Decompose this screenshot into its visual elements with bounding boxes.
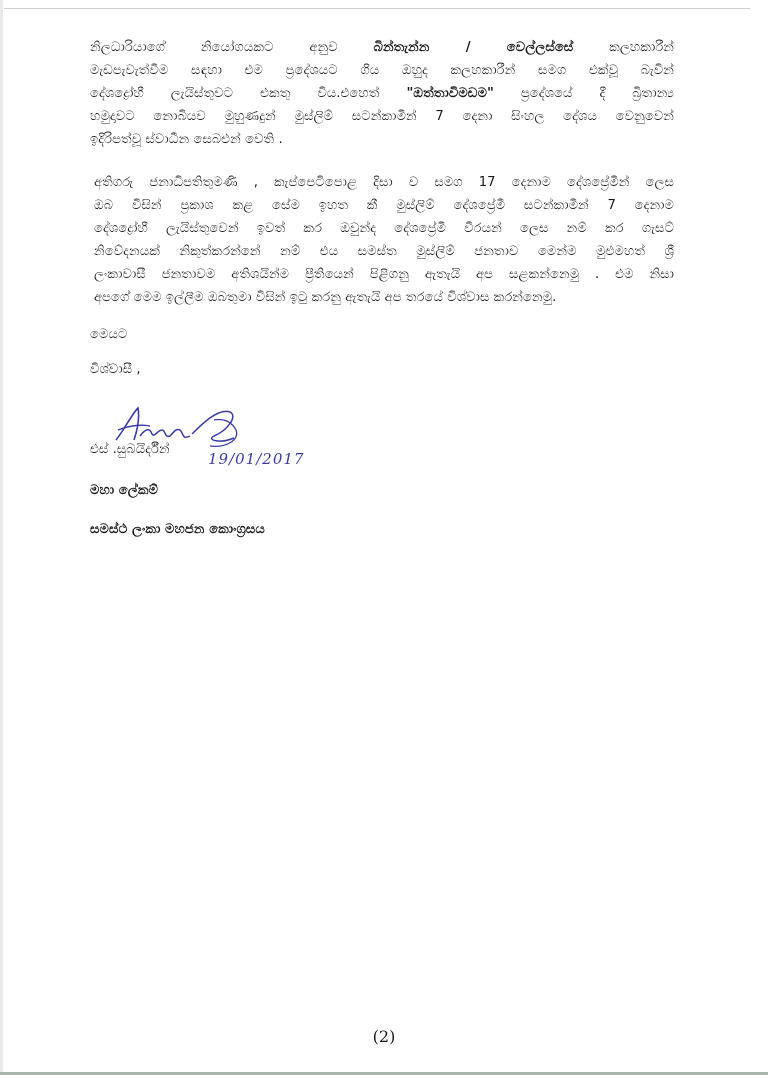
signatory-title: මහා ලේකම් [90,483,159,498]
paragraph-2-line-4: නිවේදනයක් නිකුත්කරන්නේ නම් එය සමස්ත මුස්ලිම් ජනතාව මෙන්ම මුළුමහත් ශ්‍රී [94,244,674,259]
paragraph-2-line-5: ලංකාවාසී ජනතාවම අතිශයින්ම ප්‍රීතියෙන් පිළිගනු ඇතැයි අප සළකන්නෙමු . එම නිසා [94,267,674,282]
closing-line-2: විශ්වාසී , [90,362,141,377]
paragraph-2-line-1: අතිගරු ජනාධිපතිතුමණි , කැප්පෙටිපොළ දිසා ව සමග 17 දෙනාම දේශප්‍රේමීන් ලෙස [94,175,674,190]
paragraph-1-line-3: දේශද්‍රෝහී ලැයිස්තුවට එකතු විය.එහෙත් "ඔත්තාවිමඩම" ප්‍රදේශයේ දී බ්‍රිතාන්‍ය [90,86,674,101]
paragraph-1-line-2: මැඩපැවැත්වීම සඳහා එම ප්‍රදේශයට ගිය ඔහුද කලහකාරීන් සමග එක්වූ බැවින් [90,63,674,78]
paragraph-2-line-3: දේශද්‍රෝහී ලැයිස්තුවෙන් ඉවත් කර ඔවුන්ද දේශප්‍රේමී වීරයන් ලෙස නම් කර ගැසට් [94,221,674,236]
page-number: (2) [372,1027,396,1046]
paragraph-1-line-1: නිලධාරියාගේ නියෝගයකට අනුව බින්තැන්න / වෙල්ලස්සේ කලහකාරීන් [90,40,674,55]
organization-name: සමස්ථ ලංකා මහජන කොංග්‍රසය [90,522,265,537]
letter-body [90,36,674,381]
signature-date: 19/01/2017 [208,450,305,468]
page-left-edge [0,0,3,1075]
page-top-rule [4,8,750,9]
signatory-name: එස් .සුබයිර්දීන් [90,442,170,457]
paragraph-2-line-6: අපගේ මෙම ඉල්ලීම ඔබතුමා විසින් ඉටු කරනු ඇතැයි අප තරයේ විශ්වාස කරන්නෙමු. [94,290,557,305]
closing-line-1: මෙයට [90,327,128,342]
paragraph-1 [90,36,674,151]
paragraph-1-line-4: හමුදාවට නොබියව මුහුණදුන් මුස්ලිම් සටන්කාමීන් 7 දෙනා සිංහල දේශය වෙනුවෙන් [90,109,674,124]
paragraph-2 [90,171,674,309]
paragraph-2-line-2: ඔබ විසින් ප්‍රකාශ කළ සේම ඉහත කී මුස්ලිම් දේශප්‍රේමී සටන්කාමීන් 7 දෙනාම [94,198,674,213]
paragraph-1-line-5: ඉදිරිපත්වූ ස්වාධීන සෙබළුන් වෙති . [90,132,283,147]
